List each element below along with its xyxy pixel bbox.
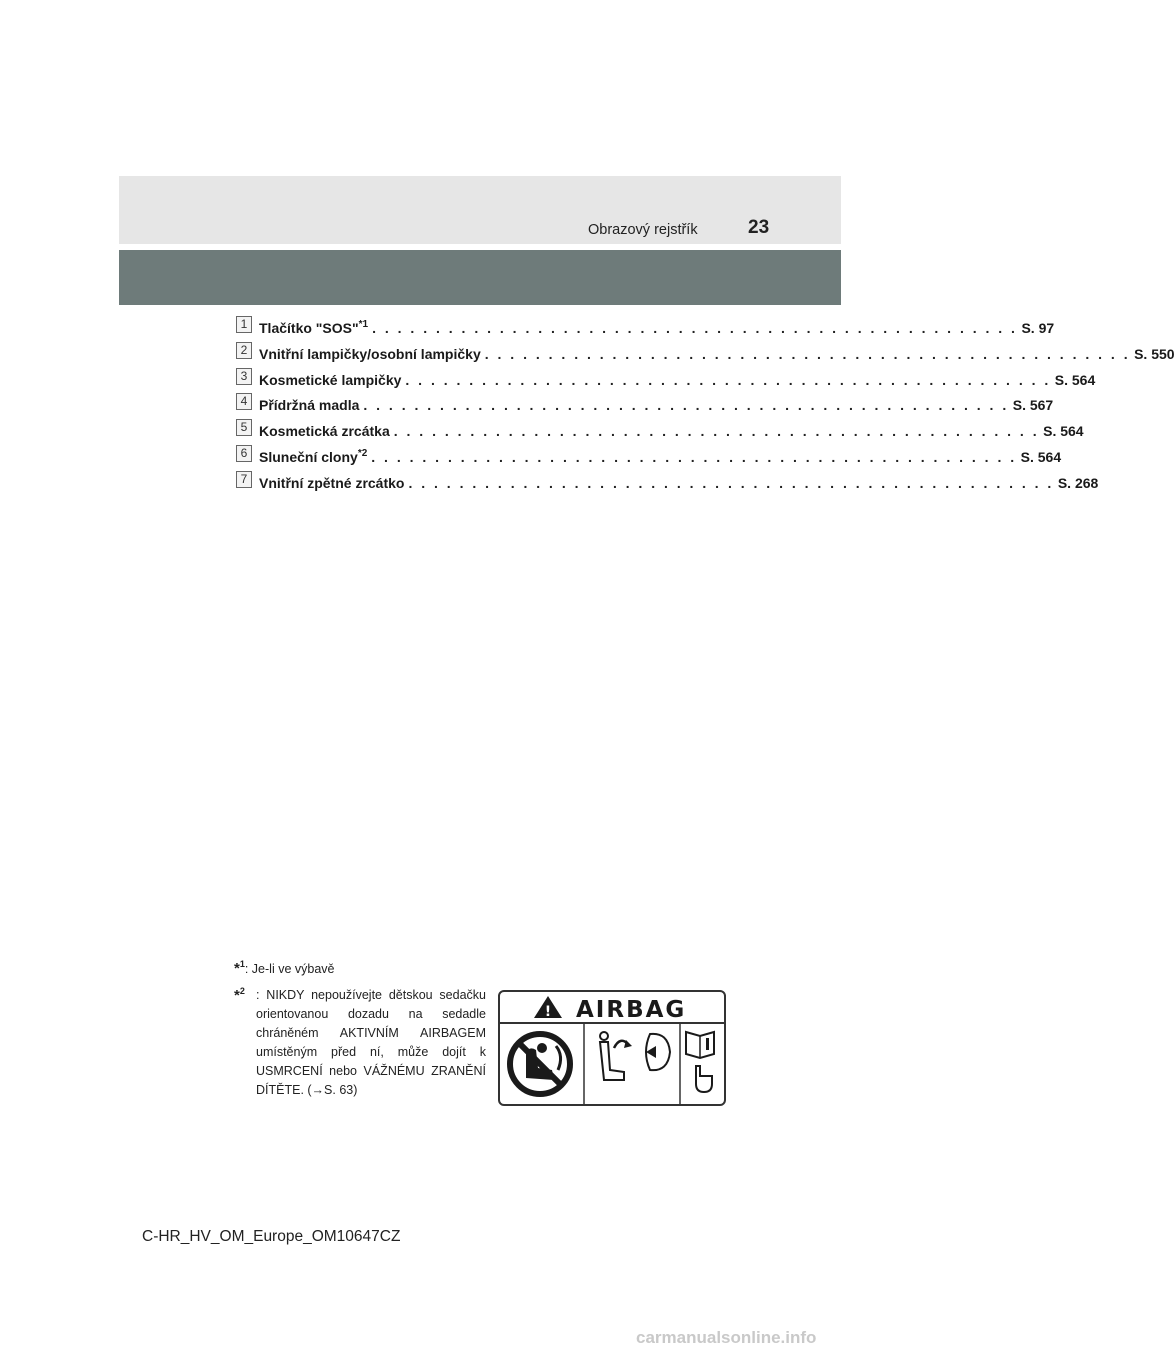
item-page-ref[interactable]: S. 564 <box>1054 371 1096 388</box>
index-item[interactable] <box>235 366 1096 392</box>
leader-dots: . . . . . . . . . . . . . . . . . . . . . . . . . . . . . . . . . . . . . . . . . . . . . . . . . . . <box>371 448 1017 465</box>
leader-dots: . . . . . . . . . . . . . . . . . . . . . . . . . . . . . . . . . . . . . . . . . . . . . . . . . . . <box>393 423 1040 440</box>
item-label: Sluneční clony$^{*2}$ <box>259 447 368 465</box>
item-number-badge: 7 <box>236 471 252 488</box>
item-label: Kosmetická zrcátka <box>259 423 390 440</box>
item-page-ref[interactable]: S. 567 <box>1012 397 1054 414</box>
airbag-title: AIRBAG <box>576 997 687 1023</box>
read-manual-icon <box>686 1032 714 1092</box>
footnote-1: *$^1$: Je-li ve výbavě <box>234 959 335 977</box>
item-number-badge: 6 <box>236 445 252 462</box>
item-page-ref[interactable]: S. 97 <box>1021 320 1055 336</box>
item-number-badge: 3 <box>236 368 252 385</box>
warning-glyph: ! <box>544 1004 552 1020</box>
index-item[interactable] <box>235 417 1084 443</box>
leader-dots: . . . . . . . . . . . . . . . . . . . . . . . . . . . . . . . . . . . . . . . . . . . . . . . . . . . <box>408 474 1054 491</box>
item-label: Tlačítko "SOS"$^{*1}$ <box>259 319 369 336</box>
item-page-ref[interactable]: S. 550 <box>1134 345 1175 362</box>
item-label: Vnitřní zpětné zrcátko <box>259 474 405 491</box>
index-item[interactable] <box>235 443 1062 469</box>
item-page-ref[interactable]: S. 268 <box>1057 474 1099 491</box>
index-item[interactable] <box>235 314 1055 340</box>
index-list <box>235 314 1175 495</box>
prohibited-child-seat-icon <box>510 1034 570 1094</box>
airbag-warning-graphic <box>500 992 724 1104</box>
item-number-badge: 5 <box>236 419 252 436</box>
item-page-ref[interactable]: S. 564 <box>1020 448 1062 465</box>
item-number-badge: 4 <box>236 393 252 410</box>
leader-dots: . . . . . . . . . . . . . . . . . . . . . . . . . . . . . . . . . . . . . . . . . . . . . . . . . . . <box>484 345 1131 362</box>
item-footnote-ref: *2 <box>357 447 368 459</box>
item-number-badge: 1 <box>236 316 252 333</box>
item-label: Kosmetické lampičky <box>259 371 402 388</box>
item-label: Vnitřní lampičky/osobní lampičky <box>259 345 481 362</box>
page-number: 23 <box>748 217 770 238</box>
item-number-badge: 2 <box>236 342 252 359</box>
leader-dots: . . . . . . . . . . . . . . . . . . . . . . . . . . . . . . . . . . . . . . . . . . . . . . . . . . . <box>363 397 1009 414</box>
watermark: carmanualsonline.info <box>636 1328 817 1347</box>
index-item[interactable] <box>235 391 1054 417</box>
seat-airbag-icon <box>600 1032 670 1080</box>
section-title: Obrazový rejstřík <box>588 222 698 238</box>
footnote-2-text: : NIKDY nepoužívejte dětskou sedačku orientovanou dozadu na sedadle chráněném AKTIVNÍM AIRBAGEM umístěným před ní, může dojít k USMRCENÍ nebo VÁŽNÉMU ZRANĚNÍ DÍTĚTE. (→S. 63) <box>256 988 486 1097</box>
footnote-2: *$^2$ : NIKDY nepoužívejte dětskou sedačku orientovanou dozadu na sedadle chráněném AKTIVNÍM AIRBAGEM umístěným před ní, může dojít k USMRCENÍ nebo VÁŽNÉMU ZRANĚNÍ DÍTĚTE. (→S. 63) <box>234 986 486 1100</box>
section-color-band <box>119 250 841 305</box>
leader-dots: . . . . . . . . . . . . . . . . . . . . . . . . . . . . . . . . . . . . . . . . . . . . . . . . . . . <box>372 320 1018 336</box>
index-item[interactable] <box>235 469 1099 495</box>
item-label: Přídržná madla <box>259 397 360 414</box>
airbag-warning-label <box>498 990 726 1106</box>
index-item[interactable] <box>235 340 1175 366</box>
document-code: C-HR_HV_OM_Europe_OM10647CZ <box>142 1228 401 1245</box>
item-page-ref[interactable]: S. 564 <box>1043 423 1084 440</box>
leader-dots: . . . . . . . . . . . . . . . . . . . . . . . . . . . . . . . . . . . . . . . . . . . . . . . . . . . <box>405 371 1051 388</box>
header-band <box>119 176 841 244</box>
item-footnote-ref: *1 <box>358 319 369 330</box>
